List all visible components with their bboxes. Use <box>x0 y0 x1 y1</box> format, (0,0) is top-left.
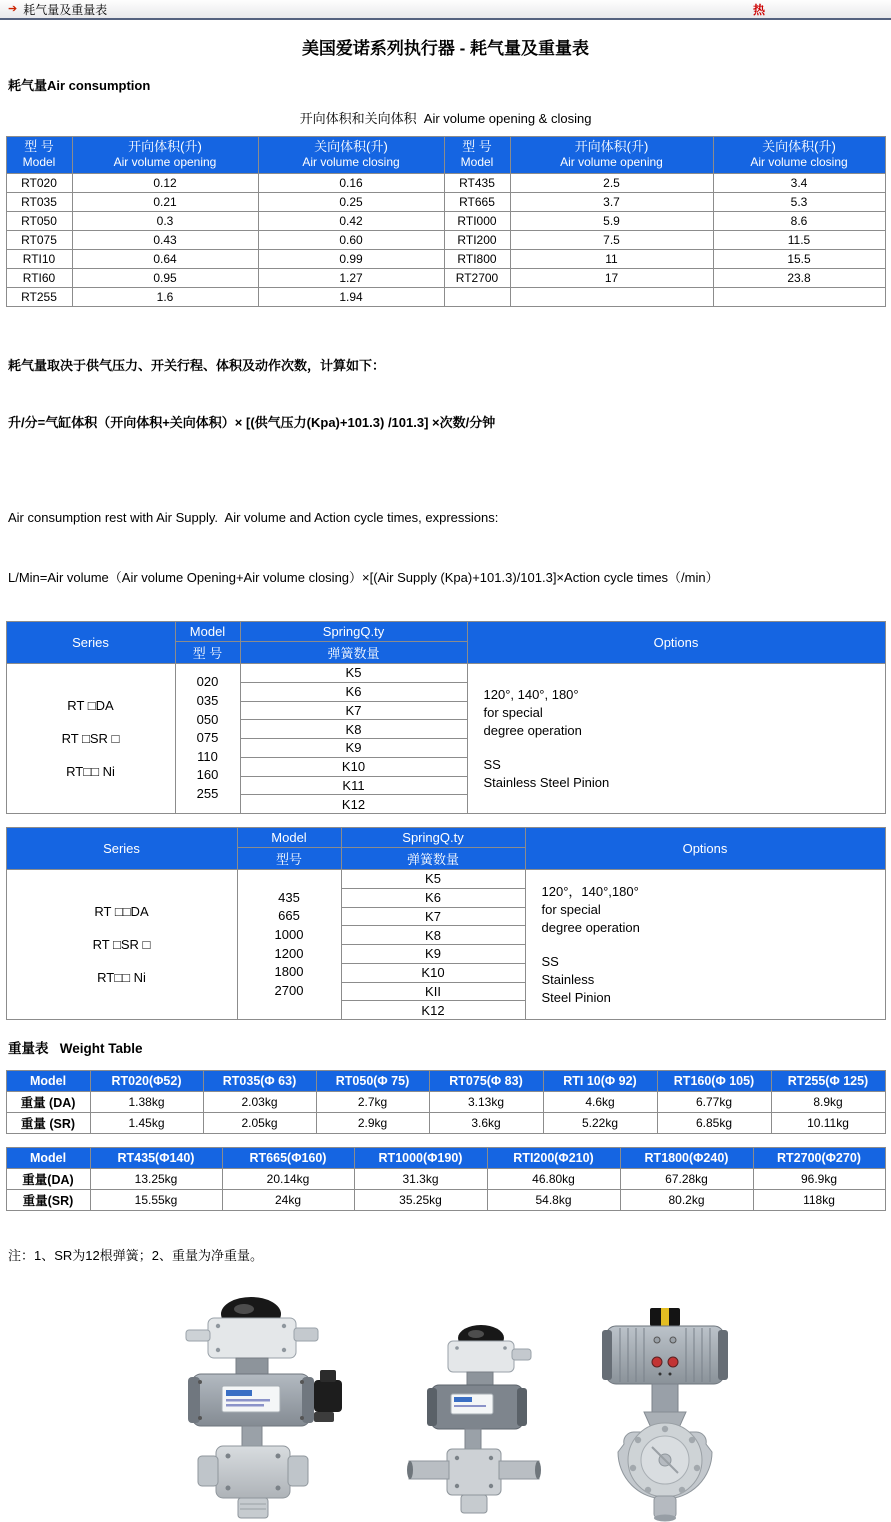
table-cell: 96.9kg <box>753 1169 885 1190</box>
model-value: 035 <box>196 693 219 709</box>
actuator-body <box>427 1385 527 1429</box>
header-cell: RT020(Φ52) <box>90 1071 203 1092</box>
row-label: 重量(SR) <box>6 1190 90 1211</box>
header-cell: RT035(Φ 63) <box>203 1071 316 1092</box>
table-cell: 2.9kg <box>316 1113 429 1134</box>
header-cell: RT435(Φ140) <box>90 1148 222 1169</box>
header-cell: SpringQ.ty <box>240 622 467 642</box>
table-cell: 3.4 <box>713 174 885 193</box>
table-cell: 67.28kg <box>620 1169 753 1190</box>
table-cell: 3.13kg <box>429 1092 543 1113</box>
table-header-row <box>6 1148 885 1169</box>
table-cell: 4.6kg <box>543 1092 657 1113</box>
header-cell: 关向体积(升) Air volume closing <box>258 137 444 174</box>
table-cell: 35.25kg <box>354 1190 487 1211</box>
table-row <box>6 231 885 250</box>
options-line: for special <box>483 704 543 720</box>
header-cell: Series <box>6 622 175 664</box>
spring-row: K10 <box>241 758 467 777</box>
model-value: 050 <box>196 711 219 727</box>
model-value: 1800 <box>274 964 304 980</box>
table-cell: 8.6 <box>713 212 885 231</box>
photo-ball-valve-actuator <box>156 1290 356 1522</box>
row-label: 重量(DA) <box>6 1169 90 1190</box>
spring-row: K11 <box>241 777 467 796</box>
model-value: 255 <box>196 785 219 801</box>
table-cell: 2.03kg <box>203 1092 316 1113</box>
header-cell: 型 号 Model <box>6 137 72 174</box>
formula-line: 耗气量取决于供气压力、开关行程、体积及动作次数，计算如下： <box>8 358 386 373</box>
weight-table-large <box>6 1147 886 1211</box>
table-cell: 118kg <box>753 1190 885 1211</box>
options-line: 120°，140°,180° <box>541 883 639 899</box>
table-header-row <box>6 137 885 174</box>
section-air-heading: 耗气量Air consumption <box>8 78 151 93</box>
table-cell: RT075 <box>6 231 72 250</box>
spacer <box>484 740 885 756</box>
table-cell: 8.9kg <box>771 1092 885 1113</box>
valve-stem <box>242 1426 262 1448</box>
header-cell: 开向体积(升) Air volume opening <box>72 137 258 174</box>
header-cell: Model <box>6 1071 90 1092</box>
actuator-body <box>188 1374 314 1426</box>
table-cell: 17 <box>510 269 713 288</box>
model-cell <box>237 870 341 1020</box>
header-cell: 型 号 <box>175 642 240 664</box>
options-line: Stainless Steel Pinion <box>483 774 610 790</box>
options-line: SS <box>483 756 501 772</box>
table-cell: 24kg <box>222 1190 354 1211</box>
formula-english <box>8 468 891 608</box>
header-cell: 开向体积(升) Air volume opening <box>510 137 713 174</box>
arrow-icon: ➔ <box>8 2 18 15</box>
formula-line: L/Min=Air volume（Air volume Opening+Air volume closing）×[(Air Supply (Kpa)+101.3)/101.3]×Action cycle times（/min） <box>8 570 719 585</box>
model-value: 020 <box>196 674 219 690</box>
table-cell: 3.7 <box>510 193 713 212</box>
model-value: 110 <box>197 748 218 764</box>
spring-cell <box>240 664 467 814</box>
table-cell: 5.22kg <box>543 1113 657 1134</box>
valve-stem <box>465 1429 481 1449</box>
model-value: 1200 <box>274 945 304 961</box>
mounting-bracket <box>236 1358 268 1374</box>
series-line: RT □SR □ <box>61 731 120 746</box>
header-cell: 关向体积(升) Air volume closing <box>713 137 885 174</box>
series-line: RT □SR □ <box>92 937 151 952</box>
table-cell: 46.80kg <box>487 1169 620 1190</box>
ball-valve-body <box>198 1446 308 1518</box>
spring-row: K8 <box>342 926 525 945</box>
table-cell: 20.14kg <box>222 1169 354 1190</box>
formula-line: Air consumption rest with Air Supply. Air volume and Action cycle times, expressions: <box>8 510 499 525</box>
table-cell: 6.85kg <box>657 1113 771 1134</box>
three-way-valve-body <box>407 1449 541 1513</box>
options-line: SS <box>541 953 559 969</box>
solenoid-valve <box>314 1370 342 1422</box>
model-value: 435 <box>278 889 300 905</box>
header-cell: Series <box>6 828 237 870</box>
spring-options-table-large <box>6 827 886 1020</box>
header-cell: Model <box>6 1148 90 1169</box>
options-line: for special <box>541 901 601 917</box>
table-cell: 5.9 <box>510 212 713 231</box>
table-cell: 31.3kg <box>354 1169 487 1190</box>
table-cell: RT2700 <box>444 269 510 288</box>
options-cell <box>525 870 885 1020</box>
table-row <box>6 250 885 269</box>
table-cell: 11 <box>510 250 713 269</box>
table-cell: RT020 <box>6 174 72 193</box>
air-consumption-table <box>6 136 886 307</box>
series-line: RT□□ Ni <box>97 970 146 985</box>
table-cell: RT435 <box>444 174 510 193</box>
spring-row: K10 <box>342 964 525 983</box>
table-header-row <box>6 828 885 848</box>
table-row <box>6 288 885 307</box>
row-label: 重量 (DA) <box>6 1092 90 1113</box>
limit-switch-box <box>448 1325 531 1372</box>
header-cell: RT2700(Φ270) <box>753 1148 885 1169</box>
photo-butterfly-valve-actuator <box>594 1304 736 1522</box>
options-cell <box>467 664 885 814</box>
table-cell: 2.05kg <box>203 1113 316 1134</box>
table-row <box>6 212 885 231</box>
header-cell: 弹簧数量 <box>341 848 525 870</box>
table-header-row <box>6 622 885 642</box>
header-cell: RT1800(Φ240) <box>620 1148 753 1169</box>
page-title: 美国爱诺系列执行器 - 耗气量及重量表 <box>301 39 590 58</box>
butterfly-valve-disc <box>618 1423 712 1522</box>
mounting-bracket <box>467 1372 493 1385</box>
header-cell: RT665(Φ160) <box>222 1148 354 1169</box>
table-row <box>6 870 885 1020</box>
header-cell: Options <box>525 828 885 870</box>
header-cell: 型 号 Model <box>444 137 510 174</box>
table-header-row <box>6 1071 885 1092</box>
options-line: degree operation <box>483 722 582 738</box>
spring-cell <box>341 870 525 1020</box>
product-photos <box>0 1290 891 1522</box>
header-cell: RT160(Φ 105) <box>657 1071 771 1092</box>
table-cell: RT255 <box>6 288 72 307</box>
header-cell: RT075(Φ 83) <box>429 1071 543 1092</box>
spring-row: K6 <box>241 683 467 702</box>
model-value: 160 <box>196 767 219 783</box>
table-cell: RTI10 <box>6 250 72 269</box>
header-cell: Model <box>175 622 240 642</box>
table-row <box>6 174 885 193</box>
table-cell: 1.45kg <box>90 1113 203 1134</box>
series-line: RT□□ Ni <box>66 764 115 779</box>
table-cell: 7.5 <box>510 231 713 250</box>
spring-options-table-small <box>6 621 886 814</box>
table-cell: RT665 <box>444 193 510 212</box>
model-value: 2700 <box>274 982 304 998</box>
table-cell: 11.5 <box>713 231 885 250</box>
series-line: RT □□DA <box>94 904 149 919</box>
row-label: 重量 (SR) <box>6 1113 90 1134</box>
header-cell: RT255(Φ 125) <box>771 1071 885 1092</box>
formula-line: 升/分=气缸体积（开向体积+关向体积）× [(供气压力(Kpa)+101.3) /101.3] ×次数/分钟 <box>8 415 496 430</box>
header-cell: Model <box>237 828 341 848</box>
table-cell: 80.2kg <box>620 1190 753 1211</box>
series-line: RT □DA <box>67 698 114 713</box>
table-cell: 0.64 <box>72 250 258 269</box>
header-cell: RT1000(Φ190) <box>354 1148 487 1169</box>
table-cell: 23.8 <box>713 269 885 288</box>
model-value: 665 <box>278 908 300 924</box>
options-line: degree operation <box>541 919 640 935</box>
photo-three-way-valve-actuator <box>401 1320 549 1522</box>
spring-row: KII <box>342 983 525 1002</box>
series-cell <box>6 664 175 814</box>
table-cell: 2.7kg <box>316 1092 429 1113</box>
rack-pinion-actuator <box>602 1326 728 1384</box>
options-line: Stainless <box>541 971 595 987</box>
options-line: Steel Pinion <box>541 989 611 1005</box>
air-table-caption: 开向体积和关向体积 Air volume opening & closing <box>299 111 592 126</box>
spring-row: K8 <box>241 720 467 739</box>
header-cell: 弹簧数量 <box>240 642 467 664</box>
header-cell: 型号 <box>237 848 341 870</box>
table-cell: 5.3 <box>713 193 885 212</box>
table-cell: RTI200 <box>444 231 510 250</box>
spring-row: K5 <box>241 664 467 683</box>
spring-row: K12 <box>421 1002 445 1018</box>
actuator-top-cap <box>650 1308 680 1326</box>
spring-row: K9 <box>241 739 467 758</box>
series-cell <box>6 870 237 1020</box>
table-cell: 0.43 <box>72 231 258 250</box>
formula-chinese <box>8 318 891 451</box>
spacer <box>542 937 885 953</box>
spring-row: K9 <box>342 945 525 964</box>
model-value: 075 <box>196 730 219 746</box>
table-cell: 0.95 <box>72 269 258 288</box>
table-cell: 0.42 <box>258 212 444 231</box>
footnote: 注：1、SR为12根弹簧；2、重量为净重量。 <box>8 1248 263 1263</box>
spring-row: K5 <box>342 870 525 889</box>
table-cell: 0.21 <box>72 193 258 212</box>
model-cell <box>175 664 240 814</box>
limit-switch-box <box>186 1297 318 1358</box>
header-cell: Options <box>467 622 885 664</box>
section-weight-heading: 重量表 Weight Table <box>8 1041 143 1056</box>
table-cell: 2.5 <box>510 174 713 193</box>
table-row <box>6 1113 885 1134</box>
table-row <box>6 1169 885 1190</box>
header-cell: RT050(Φ 75) <box>316 1071 429 1092</box>
spring-row: K6 <box>342 889 525 908</box>
table-cell: 13.25kg <box>90 1169 222 1190</box>
table-cell <box>713 288 885 307</box>
table-cell: RT050 <box>6 212 72 231</box>
table-row <box>6 1092 885 1113</box>
header-cell: RTI 10(Φ 92) <box>543 1071 657 1092</box>
breadcrumb-title: 耗气量及重量表 <box>23 2 108 17</box>
spring-row: K12 <box>341 796 366 812</box>
table-cell: 54.8kg <box>487 1190 620 1211</box>
table-row <box>6 1190 885 1211</box>
table-cell: RTI60 <box>6 269 72 288</box>
spring-row: K7 <box>342 908 525 927</box>
model-value: 1000 <box>274 926 304 942</box>
table-cell: 0.99 <box>258 250 444 269</box>
table-cell: 0.60 <box>258 231 444 250</box>
table-cell: 1.6 <box>72 288 258 307</box>
table-cell: 0.25 <box>258 193 444 212</box>
table-cell: 0.3 <box>72 212 258 231</box>
hot-badge: 热 <box>753 2 766 17</box>
header-cell: SpringQ.ty <box>341 828 525 848</box>
header-cell: RTI200(Φ210) <box>487 1148 620 1169</box>
table-cell: 1.38kg <box>90 1092 203 1113</box>
weight-table-small <box>6 1070 886 1134</box>
table-row <box>6 269 885 288</box>
table-cell: 1.94 <box>258 288 444 307</box>
options-line: 120°, 140°, 180° <box>483 686 579 702</box>
table-cell: 0.12 <box>72 174 258 193</box>
table-cell: RT035 <box>6 193 72 212</box>
table-row <box>6 193 885 212</box>
table-cell: 0.16 <box>258 174 444 193</box>
table-row <box>6 664 885 814</box>
table-cell: 15.5 <box>713 250 885 269</box>
table-cell: 6.77kg <box>657 1092 771 1113</box>
table-cell: 10.11kg <box>771 1113 885 1134</box>
table-cell: 3.6kg <box>429 1113 543 1134</box>
table-cell: 1.27 <box>258 269 444 288</box>
table-cell <box>444 288 510 307</box>
spring-row: K7 <box>241 702 467 721</box>
table-cell: RTI000 <box>444 212 510 231</box>
table-cell: 15.55kg <box>90 1190 222 1211</box>
breadcrumb-bar <box>0 0 891 20</box>
table-cell <box>510 288 713 307</box>
table-cell: RTI800 <box>444 250 510 269</box>
